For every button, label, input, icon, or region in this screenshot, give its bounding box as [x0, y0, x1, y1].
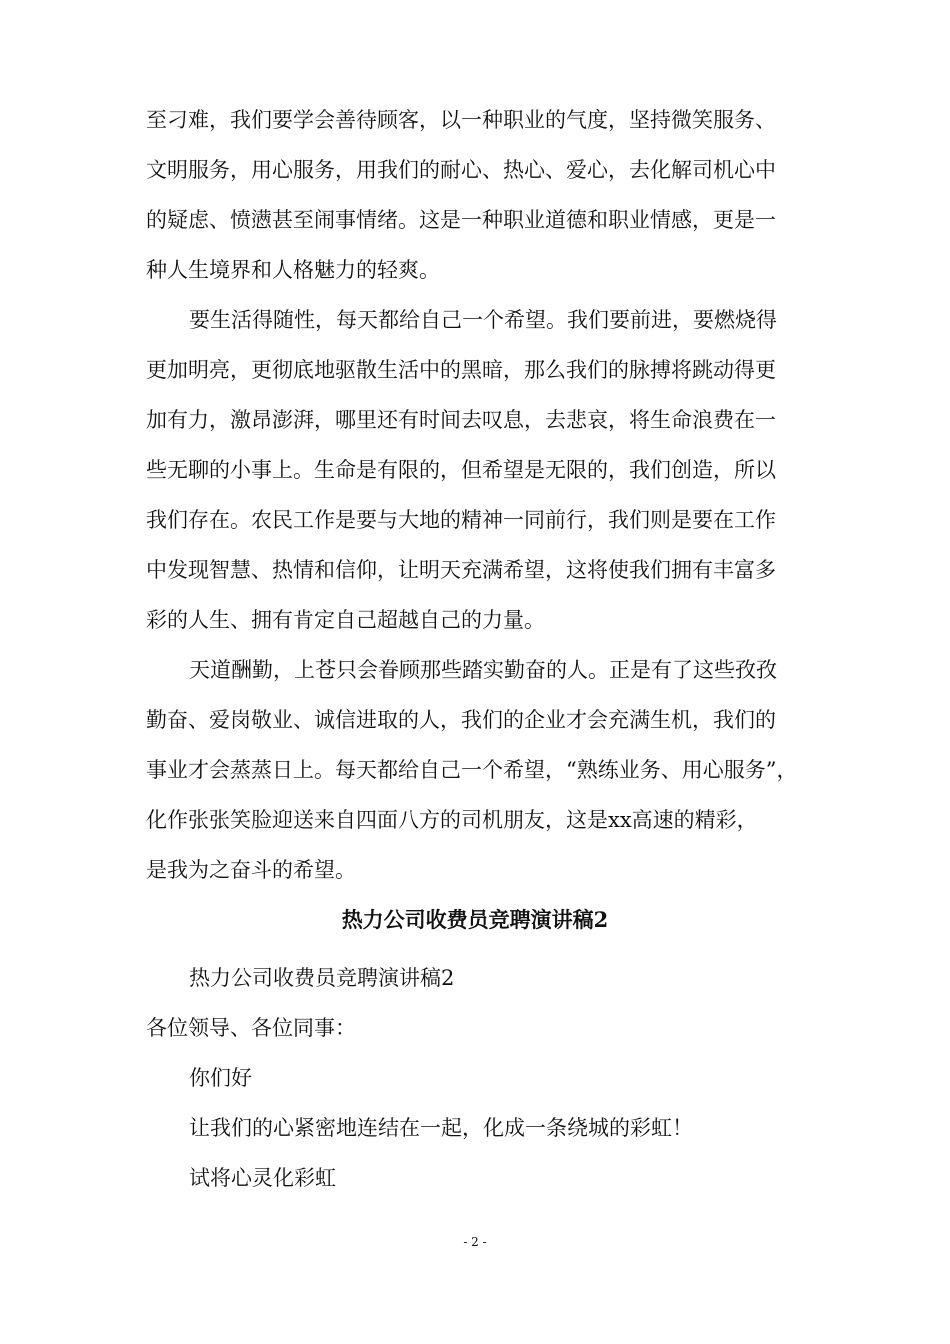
- text-line: 各位领导、各位同事：: [146, 1016, 356, 1040]
- paragraph-2-line-2: [0, 345, 950, 395]
- paragraph-3-line-1: [0, 645, 950, 695]
- paragraph-2-line-1: [0, 295, 950, 345]
- paragraph-1-line-4: [0, 245, 950, 295]
- text-line: 让我们的心紧密地连结在一起，化成一条绕城的彩虹！: [189, 1116, 693, 1140]
- paragraph-3-line-4: [0, 795, 950, 845]
- paragraph-2-line-4: [0, 445, 950, 495]
- section-heading: 热力公司收费员竞聘演讲稿2: [341, 907, 609, 932]
- text-line: 你们好: [189, 1066, 252, 1090]
- text-line: 勤奋、爱岗敬业、诚信进取的人，我们的企业才会充满生机，我们的: [146, 708, 776, 732]
- text-line: 加有力，激昂澎湃，哪里还有时间去叹息，去悲哀，将生命浪费在一: [146, 408, 776, 432]
- text-line: 些无聊的小事上。生命是有限的，但希望是无限的，我们创造，所以: [146, 458, 776, 482]
- paragraph-3-line-5: [0, 845, 950, 895]
- text-line: 天道酬勤，上苍只会眷顾那些踏实勤奋的人。正是有了这些孜孜: [189, 658, 777, 682]
- text-line: 化作张张笑脸迎送来自四面八方的司机朋友，这是xx高速的精彩，: [146, 808, 758, 832]
- paragraph-1-line-2: [0, 145, 950, 195]
- text-line: 更加明亮，更彻底地驱散生活中的黑暗，那么我们的脉搏将跳动得更: [146, 358, 776, 382]
- try-line: [0, 1153, 950, 1203]
- text-line: 我们存在。农民工作是要与大地的精神一同前行，我们则是要在工作: [146, 508, 776, 532]
- text-line: 的疑虑、愤懑甚至闹事情绪。这是一种职业道德和职业情感，更是一: [146, 208, 776, 232]
- paragraph-3-line-3: [0, 745, 950, 795]
- paragraph-1-line-1: [0, 95, 950, 145]
- salutation-line: [0, 1003, 950, 1053]
- paragraph-3-line-2: [0, 695, 950, 745]
- paragraph-1-line-3: [0, 195, 950, 245]
- greeting-line: [0, 1053, 950, 1103]
- subtitle-line: [0, 953, 950, 1003]
- page-number: - 2 -: [463, 1235, 487, 1249]
- rainbow-line: [0, 1103, 950, 1153]
- paragraph-2-line-5: [0, 495, 950, 545]
- text-line: 要生活得随性，每天都给自己一个希望。我们要前进，要燃烧得: [189, 308, 777, 332]
- text-line: 文明服务，用心服务，用我们的耐心、热心、爱心，去化解司机心中: [146, 158, 776, 182]
- text-line: 试将心灵化彩虹: [189, 1166, 336, 1190]
- text-line: 种人生境界和人格魅力的轻爽。: [146, 258, 440, 282]
- text-line: 至刁难，我们要学会善待顾客，以一种职业的气度，坚持微笑服务、: [146, 108, 776, 132]
- paragraph-2-line-7: [0, 595, 950, 645]
- text-line: 事业才会蒸蒸日上。每天都给自己一个希望，“熟练业务、用心服务”，: [146, 758, 798, 782]
- text-line: 中发现智慧、热情和信仰，让明天充满希望，这将使我们拥有丰富多: [146, 558, 776, 582]
- text-line: 是我为之奋斗的希望。: [146, 858, 356, 882]
- paragraph-2-line-3: [0, 395, 950, 445]
- text-line: 彩的人生、拥有肯定自己超越自己的力量。: [146, 608, 545, 632]
- text-line: 热力公司收费员竞聘演讲稿2: [189, 966, 455, 990]
- paragraph-2-line-6: [0, 545, 950, 595]
